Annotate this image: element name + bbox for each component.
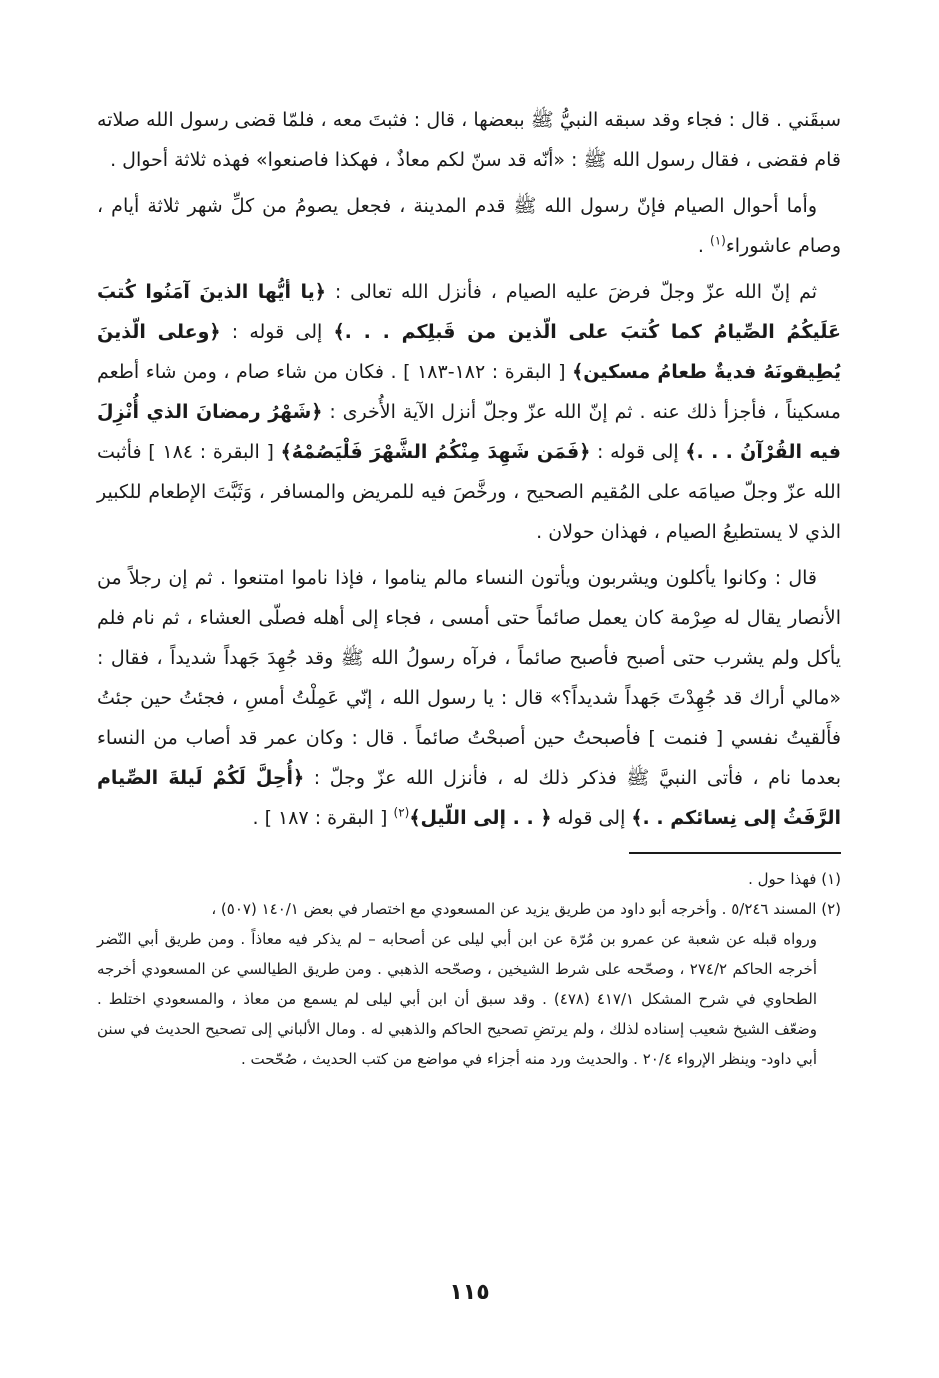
footnote-ref-2[interactable]: (٢) xyxy=(393,805,410,820)
quran-verse-4: ﴿فَمَن شَهِدَ مِنْكُمُ الشَّهْرَ فَلْيَصُمْهُ﴾ xyxy=(280,441,591,463)
paragraph-3-text-b: إلى قوله : xyxy=(220,321,334,343)
quran-verse-1: ﴿يا أيُّها الذينَ آمَنُوا كُتبَ عَلَيكُمُ الصِّيامُ كما كُتبَ على الّذين من قَبلِكم . . .﴾ xyxy=(97,281,841,343)
paragraph-2-text: وأما أحوال الصيام فإنّ رسول الله ﷺ قدم المدينة ، فجعل يصومُ من كلِّ شهر ثلاثة أيام ، وصام عاشوراء xyxy=(97,195,841,257)
footnote-2-first-line: (٢) المسند ٥/٢٤٦ . وأخرجه أبو داود من طريق يزيد عن المسعودي مع اختصار في بعض ١٤٠/١ (٥٠٧) ، xyxy=(211,900,841,918)
footnote-ref-1[interactable]: (١) xyxy=(710,233,726,248)
paragraph-3-text-a: ثم إنّ الله عزّ وجلّ فرضَ عليه الصيام ، فأنزل الله تعالى : xyxy=(325,281,817,303)
paragraph-2-end: . xyxy=(697,235,711,257)
quran-verse-2: ﴿وعلى الّذينَ يُطِيقونَهُ فديةٌ طعامُ مسكين﴾ xyxy=(97,321,841,383)
paragraph-1-text: سبقَني . قال : فجاء وقد سبقه النبيُّ ﷺ ببعضها ، قال : فثبتَ معه ، فلمّا قضى رسول الله صلاته قام فقضى ، فقال رسول الله ﷺ : «أنّه قد سنّ لكم معاذٌ ، فهكذا فاصنعوا» فهذه ثلاثة أحوال . xyxy=(97,109,841,171)
quran-verse-5: ﴿أُحِلَّ لَكُمْ لَيلةَ الصِّيام الرَّفَثُ إلى نِسائكم . .﴾ xyxy=(97,767,841,829)
paragraph-2 xyxy=(97,186,841,266)
main-text xyxy=(97,100,841,838)
page-content xyxy=(97,100,841,1074)
paragraph-3-text-c: [ البقرة : ١٨٢-١٨٣ ] . فكان من شاء صام ، ومن شاء أطعم مسكيناً ، فأجزأ ذلك عنه . ثم إنّ الله عزّ وجلّ أنزل الآية الأُخرى : xyxy=(97,361,841,423)
quran-verse-6: ﴿ . . إلى اللّيل﴾ xyxy=(409,807,552,829)
paragraph-4-text-a: قال : وكانوا يأكلون ويشربون ويأتون النساء مالم يناموا ، فإذا ناموا امتنعوا . ثم إن رجلاً من الأنصار يقال له صِرْمة كان يعمل صائماً حتى أمسى ، فجاء إلى أهله فصلّى العشاء ، ثم نام فلم يأكل ولم يشرب حتى أصبح فأصبح صائماً ، فرآه رسولُ الله ﷺ وقد جُهِدَ جَهداً شديداً ، فقال : «مالي أراك قد جُهِدْتَ جَهداً شديداً؟» قال : يا رسول الله ، إنّي عَمِلْتُ أمسِ ، فجئتُ حين جئتُ فأَلقيتُ نفسي [ فنمت ] فأصبحتُ حين أصبحْتُ صائماً . قال : وكان عمر قد أصاب من النساء بعدما نام ، فأتى النبيَّ ﷺ فذكر ذلك له ، فأنزل الله عزّ وجلّ : xyxy=(97,567,841,789)
paragraph-4-text-b: إلى قوله xyxy=(551,807,632,829)
paragraph-3-text-d: إلى قوله : xyxy=(590,441,686,463)
footnotes xyxy=(97,864,841,1074)
page-number: ١١٥ xyxy=(449,1280,490,1305)
paragraph-1 xyxy=(97,100,841,180)
paragraph-4-text-c: [ البقرة : ١٨٧ ] . xyxy=(252,807,394,829)
footnote-1: (١) فهذا حول . xyxy=(748,870,841,888)
quran-verse-3: ﴿شَهْرُ رمضانَ الذي أُنْزِلَ فيه القُرْآنُ . . .﴾ xyxy=(97,401,842,463)
footnote-2-continuation: ورواه قبله عن شعبة عن عمرو بن مُرّة عن ابن أبي ليلى عن أصحابه – لم يذكر فيه معاذاً . ومن طريق أبي النّضر أخرجه الحاكم ٢٧٤/٢ ، وصحّحه على شرط الشيخين ، وصحّحه الذهبي . ومن طريق الطيالسي عن المسعودي أخرجه الطحاوي في شرح المشكل ٤١٧/١ (٤٧٨) . وقد سبق أن ابن أبي ليلى لم يسمع من معاذ ، والمسعودي اختلط . وضعّف الشيخ شعيب إسناده لذلك ، ولم يرتضِ تصحيح الحاكم والذهبي له . ومال الألباني إلى تصحيح الحديث في سنن أبي داود- وينظر الإرواء ٢٠/٤ . والحديث ورد منه أجزاء في مواضع من كتب الحديث ، صُحّحت . xyxy=(97,930,817,1068)
paragraph-3-text-e: [ البقرة : ١٨٤ ] فأثبت الله عزّ وجلّ صيامَه على المُقيم الصحيح ، ورخَّصَ فيه للمريض والمسافر ، وَثَبَّتَ الإطعام للكبير الذي لا يستطيعُ الصيام ، فهذان حولان . xyxy=(97,441,841,543)
paragraph-4 xyxy=(97,558,841,838)
footnote-separator xyxy=(629,852,841,854)
paragraph-3 xyxy=(97,272,841,552)
